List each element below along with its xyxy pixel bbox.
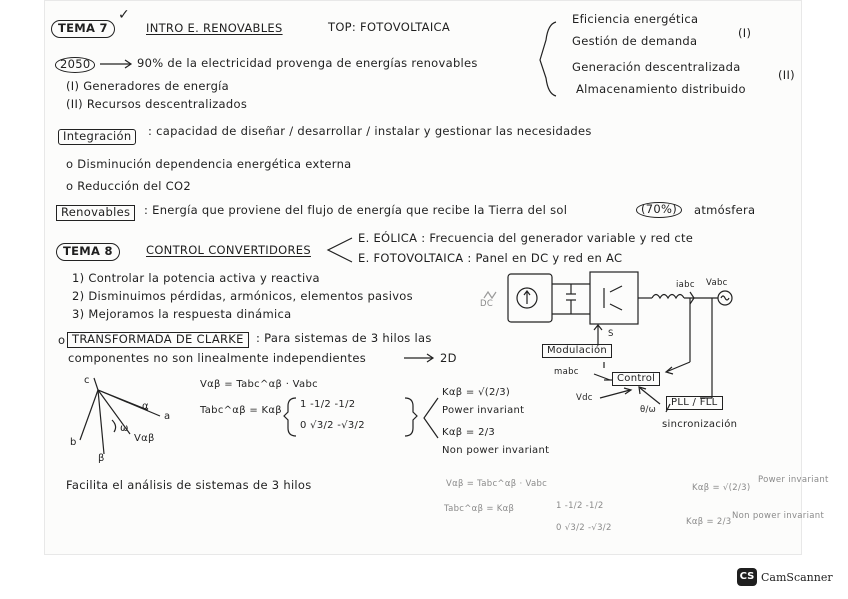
pll-box: PLL / FLL [666,396,723,410]
axis-label-b: b [70,437,77,448]
clarke-k1: Kαβ = √(2/3) [442,387,511,398]
sync-label: sincronización [662,419,738,430]
axis-label-alpha: α [142,401,149,412]
right-item-3: Generación descentralizada [572,60,741,74]
brace-right-list [540,22,556,96]
axis-c [94,378,98,390]
tema8-list-1: 1) Controlar la potencia activa y reactiva [72,271,320,285]
year-oval: 2050 [55,57,95,73]
point-2: (II) Recursos descentralizados [66,97,248,111]
tema8-list-3: 3) Mejoramos la respuesta dinámica [72,307,292,321]
right-item-1: Eficiencia energética [572,12,699,26]
clarke-matrix-prefix: Tabc^αβ = Kαβ [200,405,282,416]
camscanner-text: CamScanner [761,571,833,584]
clarke-k2: Kαβ = 2/3 [442,427,496,438]
right-item-2: Gestión de demanda [572,34,698,48]
axis-b [80,390,98,440]
bleed-k1-label: Power invariant [758,475,829,485]
point-1: (I) Generadores de energía [66,79,230,93]
clarke-text-2: componentes no son linealmente independientes [68,351,366,365]
omega-arc [112,420,116,432]
pv-panel-box [508,274,552,322]
clarke-eq-1: Vαβ = Tabc^αβ · Vabc [200,379,318,390]
integracion-bullet-1: o Disminución dependencia energética externa [66,157,352,171]
clarke-box: TRANSFORMADA DE CLARKE [67,332,249,348]
renovables-def: : Energía que proviene del flujo de energía que recibe la Tierra del sol [144,203,568,217]
bleed-k2: Kαβ = 2/3 [686,517,732,527]
top-label: TOP: FOTOVOLTAICA [328,20,451,34]
tema8-cloud: TEMA 8 [56,243,120,261]
bleed-matrix-prefix: Tabc^αβ = Kαβ [444,504,515,514]
integracion-bullet-2: o Reducción del CO2 [66,179,191,193]
inverter-box [590,272,638,324]
axis-label-a: a [164,411,171,422]
pll-to-control [640,388,660,404]
group1-label: (I) [738,26,752,40]
integracion-def: : capacidad de diseñar / desarrollar / instalar y gestionar las necesidades [148,124,592,138]
brace-tema8 [328,238,352,262]
clarke-matrix-row-2: 0 √3/2 -√3/2 [300,420,365,431]
tema7-cloud: TEMA 7 [51,20,115,38]
clarke-bullet: o [58,333,66,347]
tema7-title: INTRO E. RENOVABLES [146,21,283,35]
tema8-list-2: 2) Disminuimos pérdidas, armónicos, elementos pasivos [72,289,413,303]
check-mark: ✓ [118,7,131,23]
control-box: Control [612,372,660,386]
axis-label-omega: ω [120,423,129,434]
modulacion-box: Modulación [542,344,612,358]
inductor [652,295,684,299]
faint-dc: DC [480,299,494,309]
tema8-foto: E. FOTOVOLTAICA : Panel en DC y red en AC [358,251,623,265]
clarke-result: 2D [440,351,457,365]
axis-label-c: c [84,375,90,386]
integracion-box: Integración [58,129,136,145]
diagram-vdc: Vdc [576,393,593,403]
k-brace [424,398,438,438]
renovables-box: Renovables [56,205,135,221]
bleed-eq: Vαβ = Tabc^αβ · Vabc [446,479,548,489]
tema8-eolica: E. EÓLICA : Frecuencia del generador variable y red cte [358,231,694,245]
clarke-text-1: : Para sistemas de 3 hilos las [256,331,432,345]
clarke-k2-label: Non power invariant [442,445,550,456]
tema8-title: CONTROL CONVERTIDORES [146,243,311,257]
right-item-4: Almacenamiento distribuido [576,82,746,96]
bleed-k2-label: Non power invariant [732,511,825,521]
year-text: 90% de la electricidad provenga de energías renovables [137,56,478,70]
diagram-mabc: mabc [554,367,579,377]
faint-label [484,292,496,298]
diagram-s: S [608,329,614,339]
percent-oval: (70%) [636,202,682,218]
camscanner-logo-icon: CS [737,568,757,586]
clarke-k1-label: Power invariant [442,405,525,416]
diagram-theta: θ/ω [640,405,657,415]
renovables-tail: atmósfera [694,203,756,217]
clarke-matrix-row-1: 1 -1/2 -1/2 [300,399,356,410]
bleed-k1: Kαβ = √(2/3) [692,483,751,493]
bleed-row-1: 1 -1/2 -1/2 [556,501,604,511]
group2-label: (II) [778,68,795,82]
axis-beta [98,390,104,454]
matrix-left-brace [284,398,296,436]
diagram-iabc: iabc [676,280,695,290]
diagram-vabc: Vabc [706,278,728,288]
clarke-footer: Facilita el análisis de sistemas de 3 hilos [66,478,312,492]
bleed-row-2: 0 √3/2 -√3/2 [556,523,612,533]
matrix-right-brace [405,398,417,436]
axis-label-v: Vαβ [134,433,155,444]
axis-label-beta: β [98,453,105,464]
